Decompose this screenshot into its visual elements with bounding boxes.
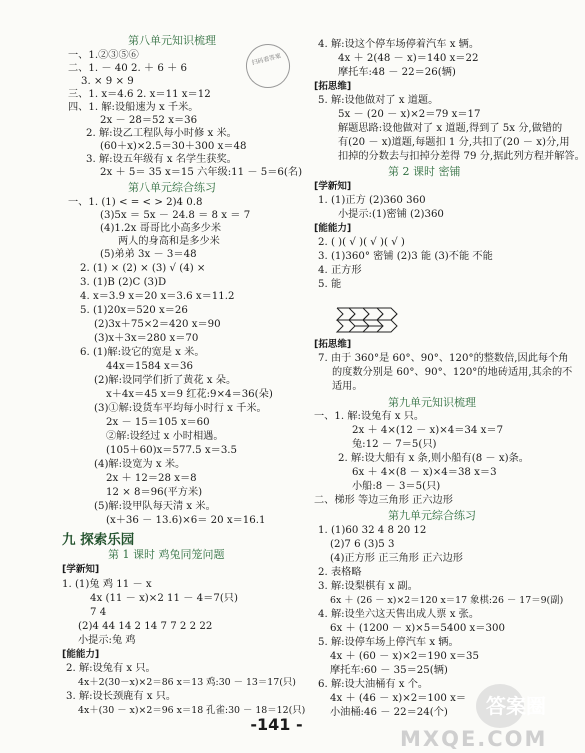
lesson-title: 第 1 课时 鸡兔同笼问题 [108,548,225,561]
text-line: 有(20 － x)道题,每题扣 1 分,共扣了(20 － x)分,用 [338,137,570,148]
text-line: 1. (1)正方 (2)360 360 [318,195,426,206]
text-line: 小船:8 － 3＝5(只) [352,481,441,492]
text-line: 4x (11 － x)×2 11 － 4＝7(只) [90,593,238,604]
text-line: (3)5x ＝ 5x － 24.8 ＝ 8 x ＝ 7 [100,210,251,221]
text-line: 3. 解:设长颈鹿有 x 只。 [66,691,177,702]
text-line: 5. 解:设他做对了 x 道题。 [318,95,439,106]
text-line: 44x＝1584 x＝36 [106,361,193,372]
section-tag: [学新知] [314,181,352,192]
text-line: 3. × 9 × 9 [81,76,134,87]
text-line: (2)解:设同学们折了黄花 x 朵。 [94,375,237,386]
tessellation-figure [335,306,415,338]
text-line: 2. 解:设兔有 x 只。 [66,663,156,674]
text-line: 4x＋2(30－x)×2＝86 x＝13 鸡:30 － 13＝17(只) [78,677,296,688]
text-line: 扣掉的分数去与扣掉分差得 79 分,据此列方程并解答。 [338,151,585,162]
text-line: (5)解:设甲队每天清 x 米。 [94,501,216,512]
text-line: 4x ＋ (60 － x)×2＝190 x＝35 [330,651,479,662]
text-line: 三、1. x＝4.6 2. x＝11 x＝12 [68,89,211,100]
text-line: 四、1. 解:设船速为 x 千米。 [68,102,199,113]
scan-answer-stamp-icon: 扫码看答案 [241,39,294,92]
text-line: 4. x＝3.9 x＝20 x＝3.6 x＝11.2 [80,291,235,302]
text-line: 2. 解:设乙工程队每小时修 x 米。 [86,128,237,139]
section-title-unit9-practice: 第九单元综合练习 [388,509,476,522]
text-line: 4. 解:设坐六这天售出成人票 x 张。 [318,609,480,620]
text-line: 6. 解:设大油桶有 x 个。 [318,679,429,690]
text-line: (2)3x＋75×2＝420 x＝90 [94,319,221,330]
text-line: 4x＋(30 － x)×2＝96 x＝18 孔雀:30 － 18＝12(只) [78,705,306,716]
section-tag: [拓思维] [314,81,352,92]
text-line: 兔:12 － 7＝5(只) [352,439,437,450]
text-line: 6x ＋ (26 － x)×2＝120 x＝17 象棋:26 － 17＝9(副) [330,595,564,606]
section-tag: [能能力] [314,223,352,234]
text-line: 摩托车:60 － 35＝25(辆) [330,665,448,676]
text-line: 适用。 [332,381,363,392]
text-line: 5. 解:设停车场上停汽车 x 辆。 [318,637,459,648]
text-line: 一、1. (1) < = < > 2)4 0.8 [68,197,203,208]
text-line: 2. 解:设大船有 x 条,则小船有(8 － x)条。 [338,453,529,464]
text-line: 两人的身高和是多少米 [118,236,220,247]
text-line: 2x ＋ 4×(12 － x)×4＝34 x＝7 [352,425,504,436]
section-title-unit9-review: 第九单元知识梳理 [388,396,476,409]
text-line: ②解:设经过 x 小时相遇。 [106,431,224,442]
section-tag: [拓思维] [314,339,352,350]
page-number: -141 - [250,715,303,734]
text-line: (2)7 6 (3)5 3 [330,539,395,550]
text-line: 2. ( )( √ )( √ )( √ ) [318,237,405,248]
text-line: 小提示:(1)密铺 (2)360 [338,209,444,220]
text-line: 解题思路:设他做对了 x 道题,得到了 5x 分,做错的 [338,123,563,134]
text-line: 3. (1)360° 密铺 (2)3 能 (3)不能 不能 [318,251,493,262]
text-line: 4x ＋ 2(48 － x)＝140 x＝22 [338,53,479,64]
text-line: 一、1. 解:设兔有 x 只。 [314,411,425,422]
text-line: (2)4 44 14 2 14 7 7 2 2 22 [78,621,213,632]
text-line: 2. 表格略 [318,567,362,578]
text-line: 6. (1)解:设它的宽是 x 米。 [80,347,205,358]
text-line: 小油桶:46 － 22＝24(个) [330,707,448,718]
text-line: 3. (1)B (2)C (3)D [80,277,167,288]
text-line: 6x ＋ 4×(8 － x)×4＝38 x＝3 [352,467,497,478]
text-line: 4. 正方形 [318,265,362,276]
text-line: 1. (1)兔 鸡 11 － x [62,579,152,590]
text-line: 4x ＋ (46 － x)×2＝100 x＝ [330,693,467,704]
text-line: (3)①解:设货车平均每小时行 x 千米。 [94,403,267,414]
text-line: 小提示:兔 鸡 [78,635,136,646]
text-line: (4)正方形 正三角形 正六边形 [330,553,463,564]
text-line: 2. (1) × (2) × (3) √ (4) × [80,263,206,274]
text-line: 7 4 [90,607,107,618]
text-line: 12 × 8＝96(平方米) [106,487,203,498]
text-line: x＋4x＝45 x＝9 红花:9×4＝36(朵) [106,389,273,400]
text-line: 二、1. － 40 2. ＋ 6 ＋ 6 [68,63,187,74]
text-line: 7. 由于 360°是 60°、90°、120°的整数倍,因此每个角 [318,353,569,364]
text-line: 5x － (20 － x)×2＝79 x＝17 [338,109,481,120]
section-title-unit8-practice: 第八单元综合练习 [128,181,216,194]
text-line: 2x ＋ 5＝ 35 x＝15 六年级:11 － 5＝6(名) [100,167,303,178]
text-line: 2x － 28＝52 x＝36 [100,115,198,126]
watermark-url: MXQE.COM [400,727,548,751]
text-line: (4)1.2x 哥哥比小高多少米 [100,223,222,234]
text-line: 1. (1)60 32 4 8 20 12 [318,525,427,536]
section-title-unit8-review: 第八单元知识梳理 [128,34,216,47]
text-line: (x＋36 － 13.6)×6＝ 20 x＝16.1 [106,515,266,526]
text-line: (4)解:设宽为 x 米。 [94,459,186,470]
text-line: 2x ＋ 12＝28 x＝8 [106,473,197,484]
text-line: (5)弟弟 3x － 3＝48 [100,249,197,260]
section-tag: [学新知] [62,564,100,575]
text-line: 2x － 15＝105 x＝60 [106,417,210,428]
text-line: 一、1.②③⑤⑥ [68,50,139,61]
text-line: (60＋x)×2.5＝30＋300 x＝48 [100,141,247,152]
text-line: 6x ＋ (1200 － x)×5＝5400 x＝300 [330,623,505,634]
text-line: (105＋60)x＝577.5 x＝3.5 [106,445,238,456]
unit-heading: 九 探索乐园 [62,532,135,548]
text-line: 的度数分别是 60°、90°、120°的地砖适用,其余的不 [332,367,573,378]
text-line: 二、梯形 等边三角形 正六边形 [314,495,453,506]
section-tag: [能能力] [62,649,100,660]
text-line: 摩托车:48 － 22＝26(辆) [338,67,456,78]
lesson-title: 第 2 课时 密铺 [388,165,461,178]
text-line: 3. 解:设梨棋有 x 副。 [318,581,418,592]
watermark-logo-icon [388,670,553,753]
watermark-text: 答案圈 [486,694,546,718]
text-line: 4. 解:设这个停车场停着汽车 x 辆。 [318,39,480,50]
text-line: 3. 解:设五年级有 x 名学生获奖。 [86,154,237,165]
text-line: 5. (1)20x＝520 x＝26 [80,305,188,316]
text-line: (3)x＋3x＝280 x＝70 [94,333,199,344]
text-line: 5. 能 [318,279,342,290]
